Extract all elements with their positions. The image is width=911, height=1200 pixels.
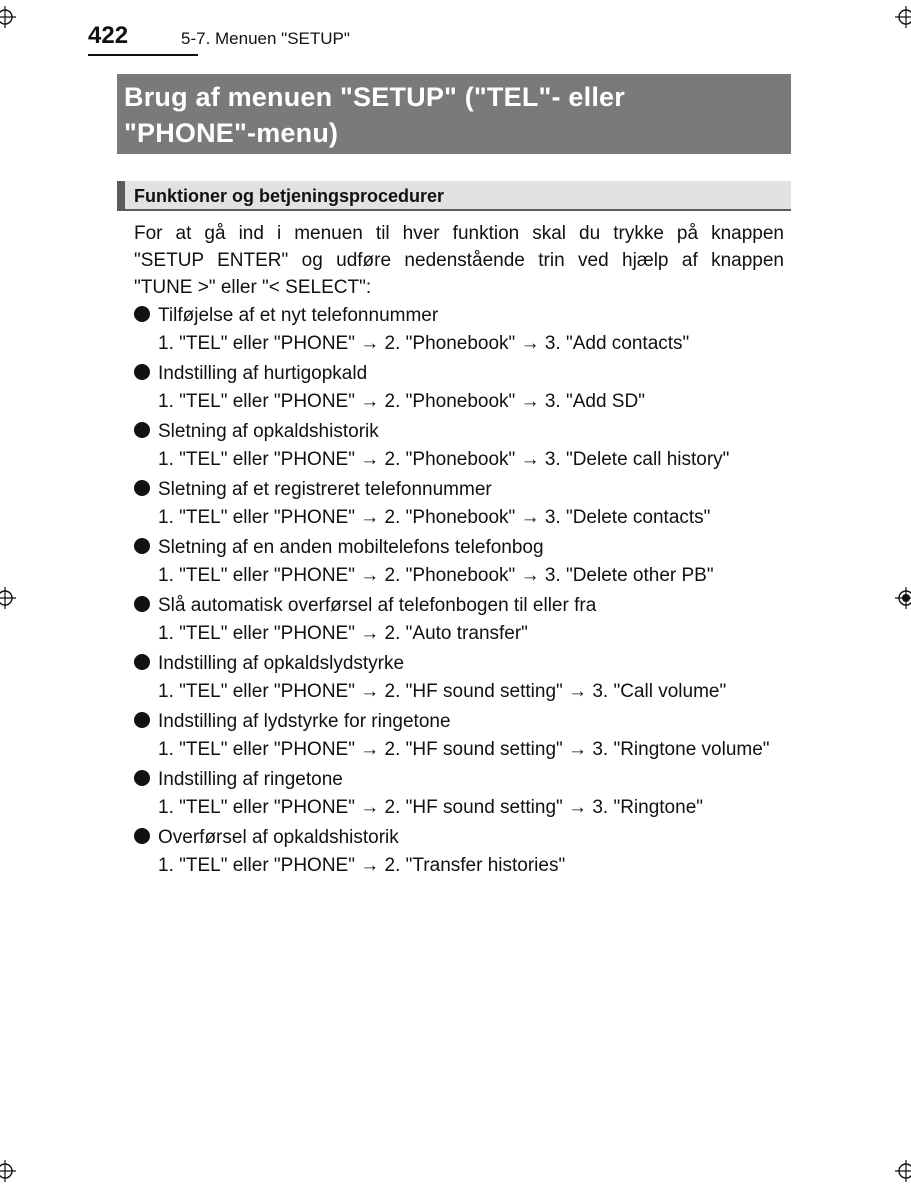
page-number: 422: [88, 22, 129, 49]
bullet-icon: [134, 770, 150, 786]
item-label: Indstilling af ringetone: [158, 769, 343, 790]
item-label: Indstilling af lydstyrke for ringetone: [158, 711, 451, 732]
registration-mark-icon: [895, 1160, 911, 1182]
list-item: [134, 592, 786, 648]
registration-mark-icon: [0, 6, 16, 28]
bullet-icon: [134, 306, 150, 322]
item-menu-path: 1. "TEL" eller "PHONE" → 2. "Phonebook" → 3. "Delete other PB": [158, 565, 714, 586]
intro-line: For at gå ind i menuen til hver funktion skal du trykke på knappen: [134, 223, 784, 244]
item-label: Sletning af en anden mobiltelefons telefonbog: [158, 537, 544, 558]
intro-paragraph: [134, 220, 784, 301]
item-menu-path: 1. "TEL" eller "PHONE" → 2. "HF sound setting" → 3. "Ringtone volume": [158, 739, 770, 760]
bullet-icon: [134, 422, 150, 438]
page-title-line-2: "PHONE"-menu): [124, 118, 339, 148]
item-label: Overførsel af opkaldshistorik: [158, 827, 399, 848]
item-label: Indstilling af hurtigopkald: [158, 363, 368, 384]
item-menu-path: 1. "TEL" eller "PHONE" → 2. "Phonebook" → 3. "Add SD": [158, 391, 645, 412]
list-item: [134, 302, 786, 358]
list-item: [134, 418, 786, 474]
item-menu-path: 1. "TEL" eller "PHONE" → 2. "HF sound setting" → 3. "Call volume": [158, 681, 727, 702]
bullet-icon: [134, 364, 150, 380]
function-list: [134, 302, 786, 880]
item-label: Sletning af opkaldshistorik: [158, 421, 379, 442]
bullet-icon: [134, 480, 150, 496]
list-item: [134, 766, 786, 822]
intro-line: "SETUP ENTER" og udføre nedenstående trin ved hjælp af knappen: [134, 250, 784, 271]
registration-mark-icon: [895, 6, 911, 28]
item-menu-path: 1. "TEL" eller "PHONE" → 2. "Transfer histories": [158, 855, 566, 876]
section-subheading: Funktioner og betjeningsprocedurer: [117, 181, 791, 211]
item-menu-path: 1. "TEL" eller "PHONE" → 2. "HF sound setting" → 3. "Ringtone": [158, 797, 704, 818]
item-label: Sletning af et registreret telefonnummer: [158, 479, 492, 500]
intro-line: "TUNE >" eller "< SELECT":: [134, 277, 372, 298]
bullet-icon: [134, 596, 150, 612]
list-item: [134, 708, 786, 764]
item-menu-path: 1. "TEL" eller "PHONE" → 2. "Phonebook" → 3. "Delete call history": [158, 449, 730, 470]
header-rule: [88, 54, 198, 56]
bullet-icon: [134, 828, 150, 844]
item-label: Tilføjelse af et nyt telefonnummer: [158, 305, 439, 326]
item-menu-path: 1. "TEL" eller "PHONE" → 2. "Phonebook" → 3. "Delete contacts": [158, 507, 711, 528]
list-item: [134, 476, 786, 532]
page-title-line-1: Brug af menuen "SETUP" ("TEL"- eller: [124, 82, 625, 112]
bullet-icon: [134, 654, 150, 670]
bullet-icon: [134, 538, 150, 554]
section-reference: 5-7. Menuen "SETUP": [181, 29, 350, 48]
item-label: Indstilling af opkaldslydstyrke: [158, 653, 405, 674]
bullet-icon: [134, 712, 150, 728]
page-title: [117, 74, 791, 154]
list-item: [134, 534, 786, 590]
running-header: [88, 22, 388, 52]
list-item: [134, 824, 786, 880]
registration-mark-icon: [0, 587, 16, 609]
registration-mark-icon: [0, 1160, 16, 1182]
registration-mark-icon: [895, 587, 911, 609]
item-menu-path: 1. "TEL" eller "PHONE" → 2. "Auto transfer": [158, 623, 528, 644]
list-item: [134, 650, 786, 706]
item-menu-path: 1. "TEL" eller "PHONE" → 2. "Phonebook" → 3. "Add contacts": [158, 333, 690, 354]
list-item: [134, 360, 786, 416]
item-label: Slå automatisk overførsel af telefonbogen til eller fra: [158, 595, 597, 616]
